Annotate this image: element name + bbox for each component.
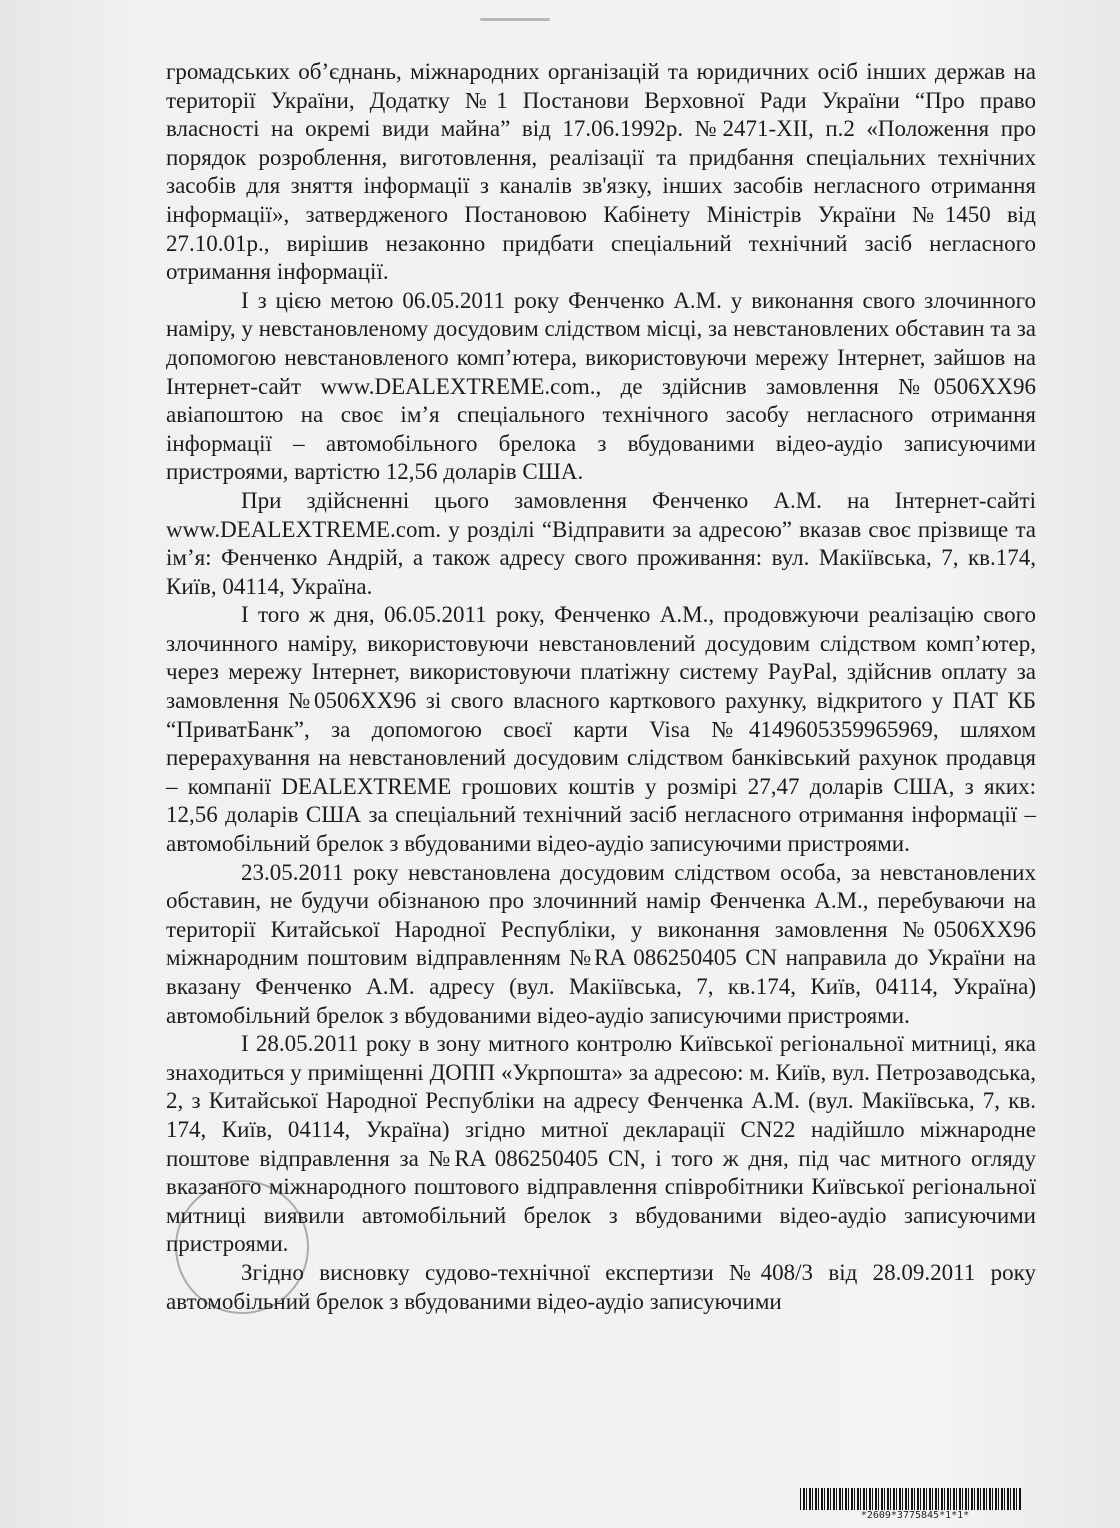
header-mark	[480, 18, 550, 21]
paragraph: І того ж дня, 06.05.2011 року, Фенченко А.М., продовжуючи реалізацію свого злочинного наміру, використовуючи невстановлений досудовим слідством комп’ютер, через мережу Інтернет, використовуючи платіжну систему PayPal, здійснив оплату за замовлення №0506ХХ96 зі свого власного карткового рахунку, відкритого у ПАТ КБ “ПриватБанк”, за допомогою своєї карти Visa №4149605359965969, шляхом перерахування на невстановлений досудовим слідством банківський рахунок продавця – компанії DEALEXTREME грошових коштів у розмірі 27,47 доларів США, з яких: 12,56 доларів США за спеціальний технічний засіб негласного отримання інформації – автомобільний брелок з вбудованими відео-аудіо записуючими пристроями.	[166, 602, 1036, 857]
paragraph: При здійсненні цього замовлення Фенченко А.М. на Інтернет-сайті www.DEALEXTREME.com. у розділі “Відправити за адресою” вказав своє прізвище та ім’я: Фенченко Андрій, а також адресу свого проживання: вул. Макіївська, 7, кв.174, Київ, 04114, Україна.	[166, 487, 1036, 599]
barcode-number: *2609*3775845*1*1*	[860, 1510, 970, 1521]
paragraph: громадських об’єднань, міжнародних організацій та юридичних осіб інших держав на території України, Додатку №1 Постанови Верховної Ради України “Про право власності на окремі види майна” від 17.06.1992р. №2471-ХІІ, п.2 «Положення про порядок розроблення, виготовлення, реалізації та придбання спеціальних технічних засобів для зняття інформації з каналів зв'язку, інших засобів негласного отримання інформації», затвердженого Постановою Кабінету Міністрів України №1450 від 27.10.01р., вирішив незаконно придбати спеціальний технічний засіб негласного отримання інформації.	[166, 59, 1036, 285]
barcode	[800, 1488, 1022, 1510]
paragraph: 23.05.2011 року невстановлена досудовим слідством особа, за невстановлених обставин, не будучи обізнаною про злочинний намір Фенченка А.М., перебуваючи на території Китайської Народної Республіки, у виконання замовлення №0506ХХ96 міжнародним поштовим відправленням №RA 086250405 CN направила до України на вказану Фенченко А.М. адресу (вул. Макіївська, 7, кв.174, Київ, 04114, Україна) автомобільний брелок з вбудованими відео-аудіо записуючими пристроями.	[166, 859, 1036, 1028]
paragraph: І з цією метою 06.05.2011 року Фенченко А.М. у виконання свого злочинного наміру, у невстановленому досудовим слідством місці, за невстановлених обставин та за допомогою невстановленого комп’ютера, використовуючи мережу Інтернет, зайшов на Інтернет-сайт www.DEALEXTREME.com., де здійснив замовлення №0506ХХ96 авіапоштою на своє ім’я спеціального технічного засобу негласного отримання інформації – автомобільного брелока з вбудованими відео-аудіо записуючими пристроями, вартістю 12,56 доларів США.	[166, 287, 1036, 485]
paragraph: І 28.05.2011 року в зону митного контролю Київської регіональної митниці, яка знаходиться у приміщенні ДОПП «Укрпошта» за адресою: м. Київ, вул. Петрозаводська, 2, з Китайської Народної Республіки на адресу Фенченка А.М. (вул. Макіївська, 7, кв. 174, Київ, 04114, Україна) згідно митної декларації CN22 надійшло міжнародне поштове відправлення за №RA 086250405 CN, і того ж дня, під час митного огляду вказаного міжнародного поштового відправлення співробітники Київської регіональної митниці виявили автомобільний брелок з вбудованими відео-аудіо записуючими пристроями.	[166, 1031, 1036, 1257]
document-text	[166, 58, 1036, 1316]
paragraph: Згідно висновку судово-технічної експертизи №408/3 від 28.09.2011 року автомобільний брелок з вбудованими відео-аудіо записуючими	[166, 1259, 1036, 1314]
stamp-seal	[175, 1180, 309, 1314]
